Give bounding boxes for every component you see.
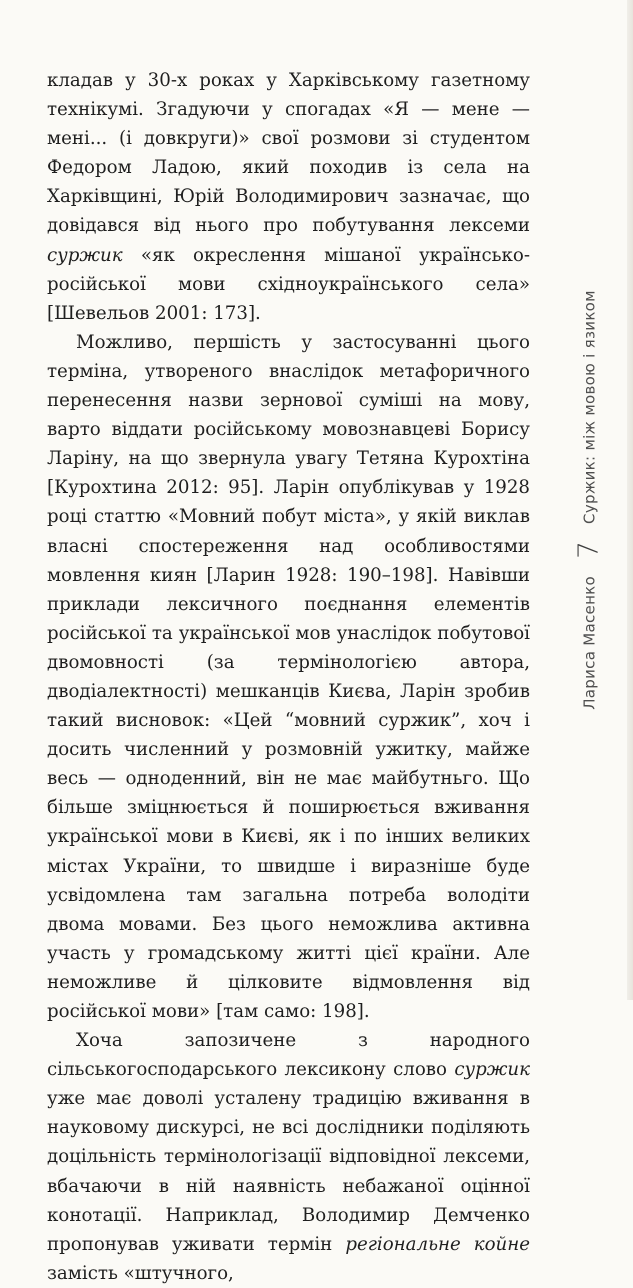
running-header-author: Лариса Масенко	[580, 575, 599, 710]
main-text	[47, 66, 530, 1288]
running-header	[569, 240, 605, 760]
italic-term: регіональне койне	[345, 1233, 530, 1255]
paragraph-3: Хоча запозичене з народного сільськогосподарського лексикону слово суржик уже має доволі усталену традицію вживання в науковому дискурсі, не всі дослідники поділяють доцільність термінологізації відповідної лексеми, вбачаючи в ній наявність небажаної оцінної конотації. Наприклад, Володимир Демченко пропонував уживати термін регіональне койне замість «штучного,	[47, 1030, 530, 1284]
paragraph-2: Можливо, першість у застосуванні цього терміна, утвореного внаслідок метафоричного перенесення назви зернової суміші на мову, варто віддати російському мовознавцеві Борису Ларіну, на що звернула увагу Тетяна Курохтіна [Курохтина 2012: 95]. Ларін опублікував у 1928 році статтю «Мовний побут міста», у якій виклав власні спостереження над особливостями мовлення киян [Ларин 1928: 190–198]. Навівши приклади лексичного поєднання елементів російської та української мов унаслідок побутової двомовності (за термінологією автора, дводіалектності) мешканців Києва, Ларін зробив такий висновок: «Цей “мовний суржик”, хоч і досить численний у розмовній ужитку, майже весь — одноденний, він не має майбутньго. Що більше зміцнюється й поширюється вживання української мови в Києві, як і по інших великих містах України, то швидше і виразніше буде усвідомлена там загальна потреба володіти двома мовами. Без цього неможлива активна участь у громадському житті цієї країни. Але неможливе й цілковите відмовлення від російської мови» [там само: 198].	[47, 331, 530, 1022]
page-number: 7	[571, 541, 605, 559]
italic-term: суржик	[47, 244, 123, 266]
italic-term: суржик	[454, 1059, 530, 1081]
paragraph-1: кладав у 30-х роках у Харківському газетному технікумі. Згадуючи у спогадах «Я — мене — мені... (і довкруги)» свої розмови зі студентом Федором Ладою, який походив із села на Харківщині, Юрій Володимирович зазначає, що довідався від нього про побутування лексеми суржик «як окреслення мішаної українсько-російської мови східноукраїнського села» [Шевельов 2001: 173].	[47, 70, 530, 324]
running-header-book-title: Суржик: між мовою і язиком	[580, 290, 599, 524]
page-edge	[627, 0, 633, 1000]
